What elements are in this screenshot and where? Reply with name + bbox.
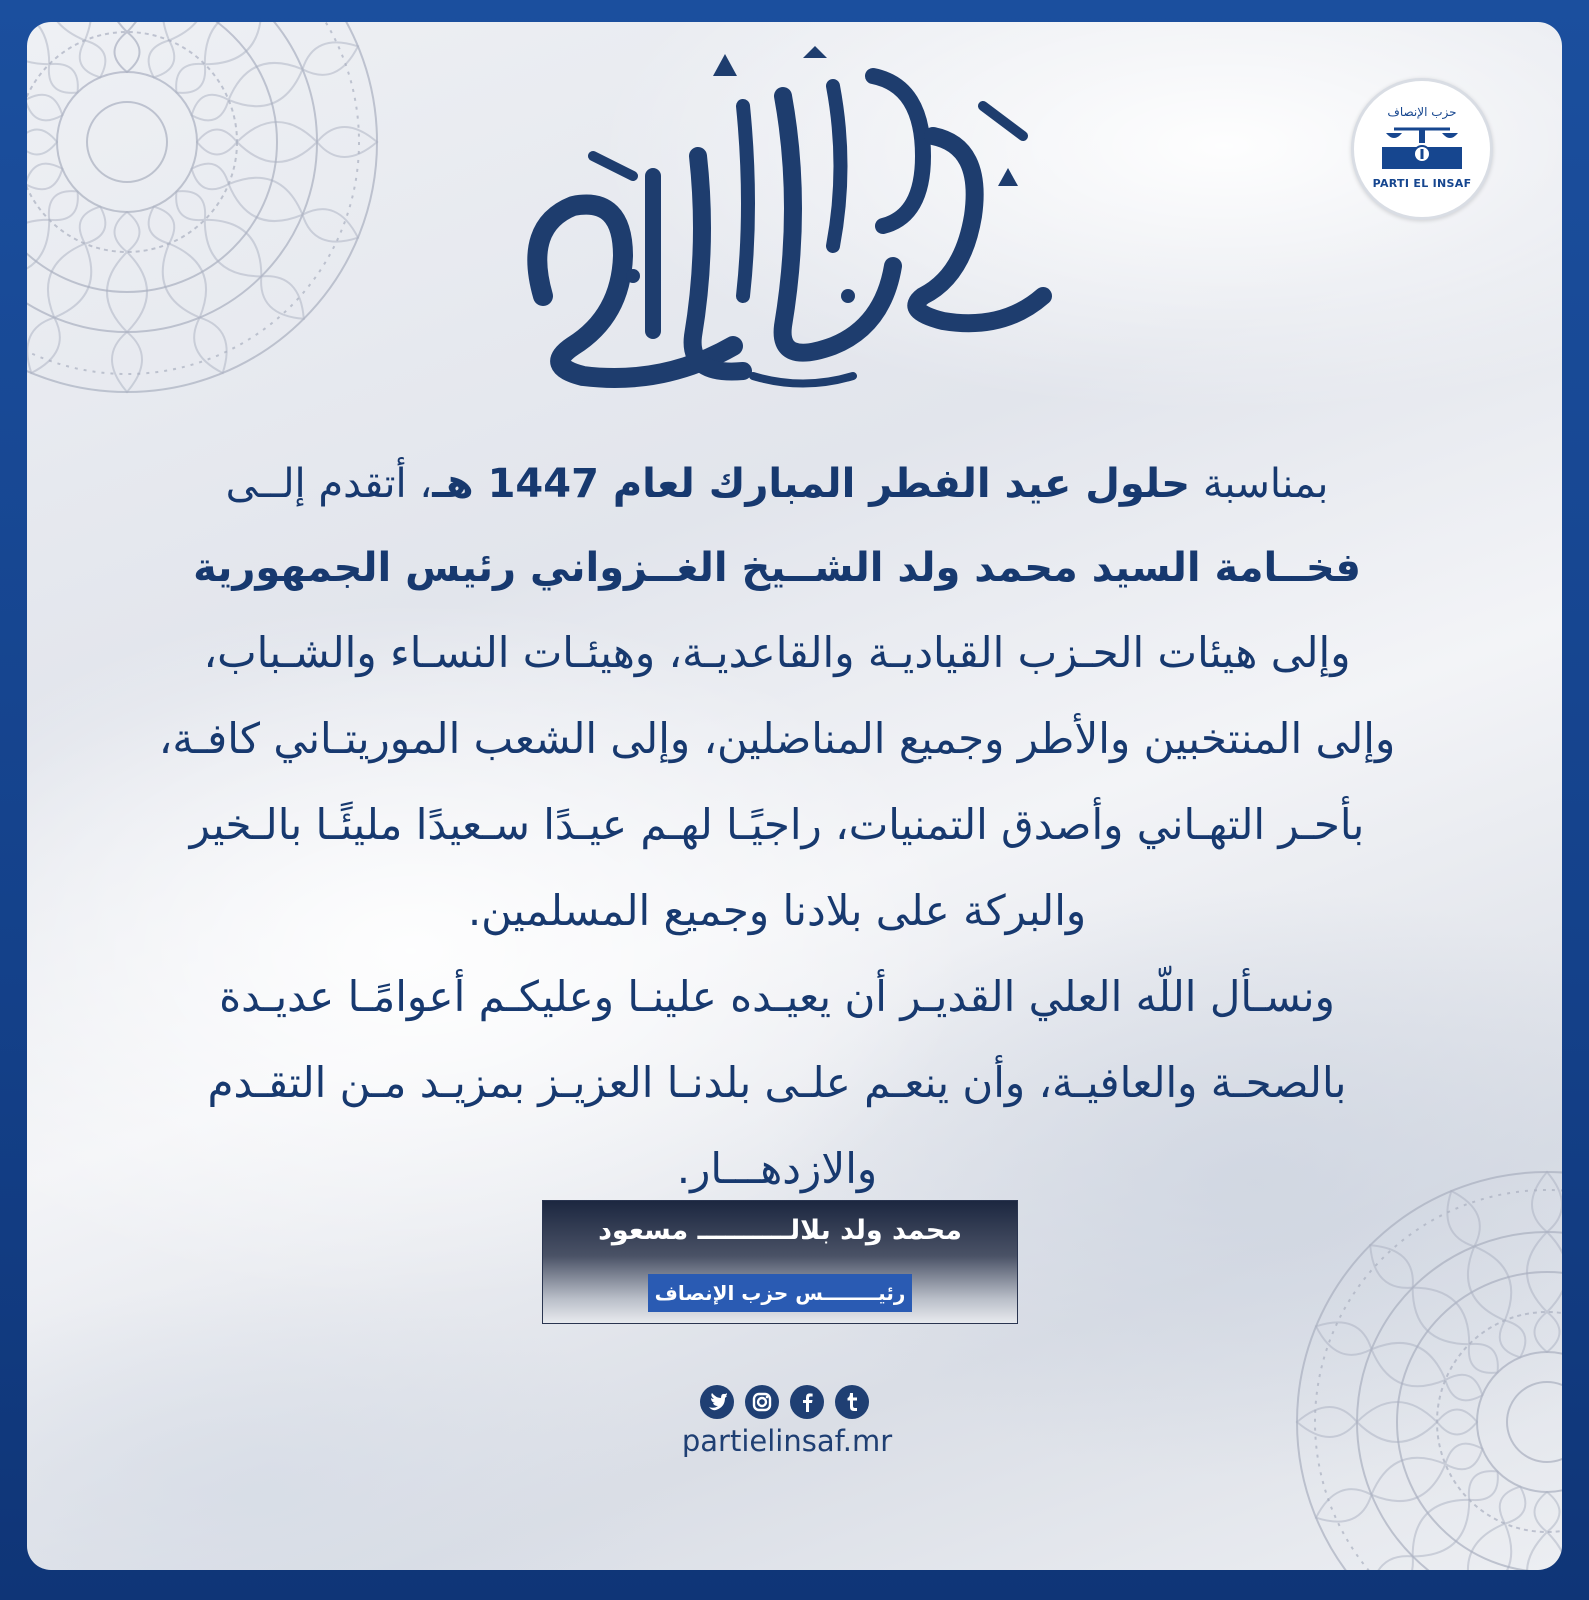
logo-latin-name: PARTI EL INSAF: [1372, 177, 1472, 190]
paragraph1-line: والبركة على بلادنا وجميع المسلمين.: [467, 886, 1087, 935]
paragraph1-line: وإلى المنتخبين والأطر وجميع المناضلين، وإلى الشعب الموريتـاني كافـة،: [158, 714, 1396, 763]
party-logo: [1351, 78, 1493, 220]
tumblr-icon[interactable]: [835, 1385, 869, 1419]
balance-scale-icon: [1372, 121, 1472, 175]
paragraph1-line: بأحـر التهـاني وأصدق التمنيات، راجيًـا لهـم عيـدًا سـعيدًا مليئًـا بالـخير: [189, 800, 1365, 849]
mandala-ornament-top-left: [27, 22, 407, 422]
signatory-name: محمد ولد بلالــــــــــ مسعود: [598, 1215, 962, 1246]
paragraph2-line: ونسـأل اللّه العلي القديـر أن يعيـده علينـا وعليكـم أعوامًـا عديـدة: [219, 972, 1335, 1021]
signatory-title: رئيــــــــس حزب الإنصاف: [648, 1274, 912, 1312]
instagram-icon[interactable]: [745, 1385, 779, 1419]
paragraph1-line: وإلى هيئات الحـزب القياديـة والقاعديـة، وهيئـات النسـاء والشـباب،: [203, 628, 1351, 677]
message-line-1: بمناسبة حلول عيد الفطر المبارك لعام 1447 هـ، أتقدم إلــى: [225, 461, 1329, 507]
twitter-icon[interactable]: [700, 1385, 734, 1419]
paragraph2-line: والازدهـــار.: [676, 1144, 878, 1193]
logo-arabic-name: حزب الإنصاف: [1387, 105, 1457, 119]
paragraph2-line: بالصحـة والعافيـة، وأن ينعـم علـى بلدنـا العزيـز بمزيـد مـن التقـدم: [207, 1058, 1347, 1107]
greeting-card: [27, 22, 1562, 1570]
message-line-2-recipient: فخــامة السيد محمد ولد الشــيخ الغــزواني رئيس الجمهورية: [193, 545, 1361, 591]
facebook-icon[interactable]: [790, 1385, 824, 1419]
signature-block: [542, 1200, 1018, 1324]
website-link[interactable]: partielinsaf.mr: [681, 1424, 893, 1458]
greeting-message: [147, 442, 1407, 1212]
social-icons-row: [700, 1385, 870, 1421]
eid-calligraphy-title: [503, 46, 1063, 406]
